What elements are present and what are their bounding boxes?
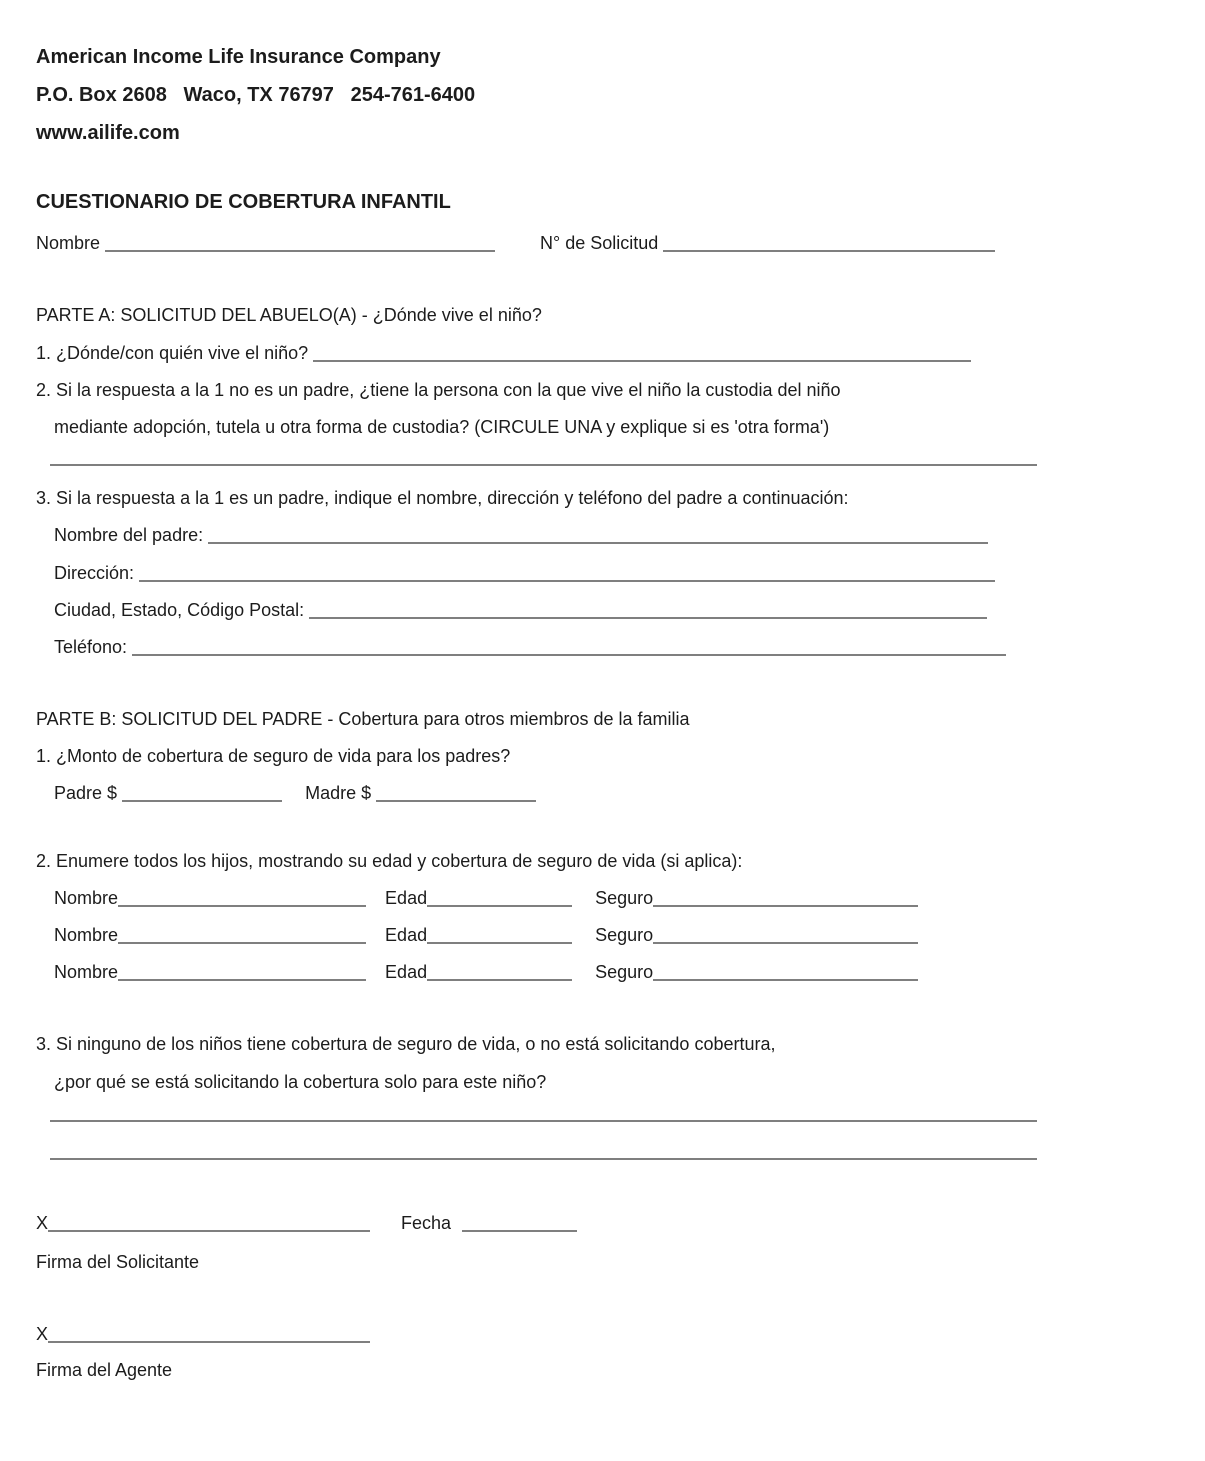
application-number-group [540, 231, 995, 255]
father-phone-label: Teléfono: [54, 637, 128, 657]
child-age-input-line[interactable] [427, 938, 572, 944]
father-amount-label: Padre $ [54, 783, 118, 803]
company-address: P.O. Box 2608 Waco, TX 76797 254-761-6400 [36, 84, 476, 106]
part-a-q2-line2: mediante adopción, tutela u otra forma de custodia? (CIRCULE UNA y explique si es 'otra forma') [54, 417, 830, 437]
applicant-signature-line[interactable] [48, 1226, 370, 1232]
father-name-group [54, 523, 988, 547]
part-a-heading: PARTE A: SOLICITUD DEL ABUELO(A) - ¿Dónde vive el niño? [36, 305, 542, 325]
child-insurance-label: Seguro [595, 962, 654, 982]
part-b-heading: PARTE B: SOLICITUD DEL PADRE - Cobertura para otros miembros de la familia [36, 709, 690, 729]
child-insurance-input-line[interactable] [653, 938, 918, 944]
part-a-q2-line1: 2. Si la respuesta a la 1 no es un padre, ¿tiene la persona con la que vive el niño la custodia del niño [36, 380, 841, 400]
child-row [54, 923, 918, 947]
parent-amounts-group [54, 781, 536, 805]
agent-signature-x: X [36, 1324, 49, 1344]
application-number-label: N° de Solicitud [540, 233, 659, 253]
agent-signature-group [36, 1322, 370, 1346]
part-b-q3-answer-line-1[interactable] [50, 1100, 1037, 1122]
child-age-input-line[interactable] [427, 901, 572, 907]
child-name-input-line[interactable] [118, 938, 366, 944]
applicant-signature-label: Firma del Solicitante [36, 1252, 200, 1272]
father-city-state-zip-group [54, 598, 987, 622]
child-age-input-line[interactable] [427, 975, 572, 981]
child-insurance-label: Seguro [595, 925, 654, 945]
father-name-label: Nombre del padre: [54, 525, 204, 545]
part-b-q3-line2: ¿por qué se está solicitando la cobertura solo para este niño? [54, 1072, 547, 1092]
part-b-q1-label: 1. ¿Monto de cobertura de seguro de vida para los padres? [36, 746, 511, 766]
part-a-q3-label: 3. Si la respuesta a la 1 es un padre, indique el nombre, dirección y teléfono del padre a continuación: [36, 488, 849, 508]
child-insurance-input-line[interactable] [653, 975, 918, 981]
applicant-signature-x: X [36, 1213, 49, 1233]
name-input-line[interactable] [105, 246, 495, 252]
father-city-state-zip-label: Ciudad, Estado, Código Postal: [54, 600, 305, 620]
father-phone-group [54, 635, 1006, 659]
form-title: CUESTIONARIO DE COBERTURA INFANTIL [36, 191, 451, 213]
child-insurance-input-line[interactable] [653, 901, 918, 907]
part-a-q1-label: 1. ¿Dónde/con quién vive el niño? [36, 343, 309, 363]
applicant-signature-group [36, 1211, 577, 1235]
part-b-q3-answer-line-2[interactable] [50, 1138, 1037, 1160]
mother-amount-input-line[interactable] [376, 796, 536, 802]
part-a-q1-group [36, 341, 971, 365]
child-name-input-line[interactable] [118, 901, 366, 907]
part-a-q1-input-line[interactable] [313, 356, 971, 362]
child-age-label: Edad [385, 925, 428, 945]
father-name-input-line[interactable] [208, 538, 988, 544]
child-age-label: Edad [385, 962, 428, 982]
child-row [54, 886, 918, 910]
father-phone-input-line[interactable] [132, 650, 1006, 656]
child-name-label: Nombre [54, 962, 119, 982]
father-address-label: Dirección: [54, 563, 135, 583]
part-a-q2-answer-line[interactable] [50, 444, 1037, 466]
date-input-line[interactable] [462, 1226, 577, 1232]
child-name-label: Nombre [54, 888, 119, 908]
part-b-q3-line1: 3. Si ninguno de los niños tiene cobertura de seguro de vida, o no está solicitando cobertura, [36, 1034, 776, 1054]
mother-amount-label: Madre $ [305, 783, 372, 803]
name-label: Nombre [36, 233, 101, 253]
company-name: American Income Life Insurance Company [36, 46, 441, 68]
date-label: Fecha [401, 1213, 452, 1233]
application-number-input-line[interactable] [663, 246, 995, 252]
child-row [54, 960, 918, 984]
child-age-label: Edad [385, 888, 428, 908]
name-group [36, 231, 495, 255]
agent-signature-line[interactable] [48, 1337, 370, 1343]
father-address-group [54, 561, 995, 585]
child-name-input-line[interactable] [118, 975, 366, 981]
father-city-state-zip-input-line[interactable] [309, 613, 987, 619]
father-amount-input-line[interactable] [122, 796, 282, 802]
father-address-input-line[interactable] [139, 576, 995, 582]
child-insurance-label: Seguro [595, 888, 654, 908]
part-b-q2-label: 2. Enumere todos los hijos, mostrando su edad y cobertura de seguro de vida (si aplica): [36, 851, 743, 871]
agent-signature-label: Firma del Agente [36, 1360, 173, 1380]
company-website: www.ailife.com [36, 122, 180, 144]
child-name-label: Nombre [54, 925, 119, 945]
